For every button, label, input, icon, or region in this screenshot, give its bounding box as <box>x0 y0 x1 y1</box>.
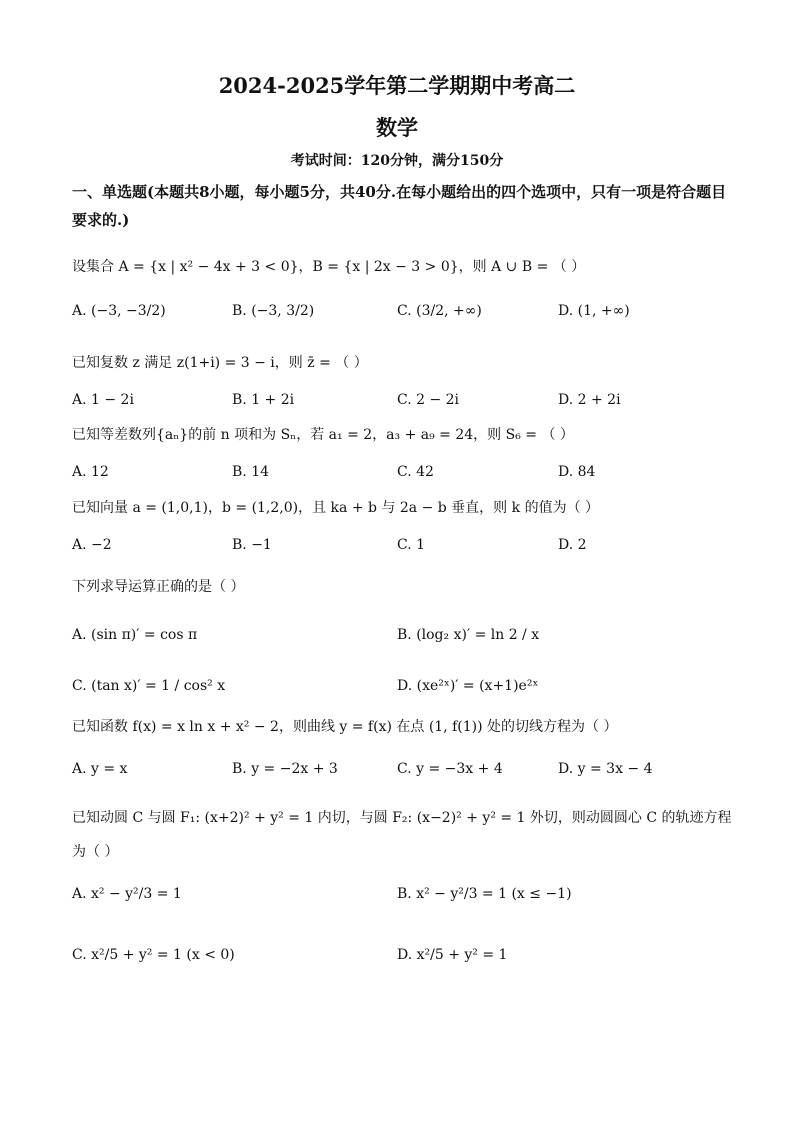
q4-option-d: D. 2 <box>558 537 587 553</box>
q7-option-c: C. x²/5 + y² = 1 (x < 0) <box>72 947 235 963</box>
q5-option-d: D. (xe²ˣ)′ = (x+1)e²ˣ <box>397 678 539 694</box>
question-3: 已知等差数列{aₙ}的前 n 项和为 Sₙ，若 a₁ = 2，a₃ + a₉ = 24，则 S₆ = （ ） <box>72 427 574 443</box>
q4-option-b: B. −1 <box>232 537 272 553</box>
q5-option-a: A. (sin π)′ = cos π <box>72 627 198 643</box>
q4-option-a: A. −2 <box>72 537 112 553</box>
q7-option-b: B. x² − y²/3 = 1 (x ≤ −1) <box>397 886 572 902</box>
q1-option-c: C. (3/2, +∞) <box>397 303 482 319</box>
q4-option-c: C. 1 <box>397 537 426 553</box>
q2-option-b: B. 1 + 2i <box>232 392 295 408</box>
question-6: 已知函数 f(x) = x ln x + x² − 2，则曲线 y = f(x) 在点 (1, f(1)) 处的切线方程为（ ） <box>72 719 618 735</box>
q1-option-b: B. (−3, 3/2) <box>232 303 315 319</box>
exam-info: 考试时间：120分钟，满分150分 <box>290 153 504 169</box>
q6-option-b: B. y = −2x + 3 <box>232 761 338 777</box>
q3-option-c: C. 42 <box>397 464 434 480</box>
question-4: 已知向量 a = (1,0,1)，b = (1,2,0)，且 ka + b 与 2a − b 垂直，则 k 的值为（ ） <box>72 500 600 516</box>
q7-option-a: A. x² − y²/3 = 1 <box>72 886 182 902</box>
q6-option-a: A. y = x <box>72 761 128 777</box>
q6-option-d: D. y = 3x − 4 <box>558 761 653 777</box>
section-heading: 一、单选题(本题共8小题，每小题5分，共40分.在每小题给出的四个选项中，只有一项是符合题目要求的.) <box>72 183 727 229</box>
q3-option-b: B. 14 <box>232 464 270 480</box>
q7-option-d: D. x²/5 + y² = 1 <box>397 947 508 963</box>
question-7: 已知动圆 C 与圆 F₁: (x+2)² + y² = 1 内切，与圆 F₂: (x−2)² + y² = 1 外切，则动圆圆心 C 的轨迹方程为（ ） <box>72 810 732 860</box>
question-1: 设集合 A = {x | x² − 4x + 3 < 0}，B = {x | 2x − 3 > 0}，则 A ∪ B = （ ） <box>72 259 586 275</box>
q1-option-a: A. (−3, −3/2) <box>72 303 166 319</box>
exam-title: 2024-2025学年第二学期期中考高二 <box>218 73 576 98</box>
question-5: 下列求导运算正确的是（ ） <box>72 579 245 595</box>
subject-title: 数学 <box>376 115 418 140</box>
q5-option-c: C. (tan x)′ = 1 / cos² x <box>72 678 226 694</box>
q2-option-d: D. 2 + 2i <box>558 392 621 408</box>
q5-option-b: B. (log₂ x)′ = ln 2 / x <box>397 627 540 643</box>
q2-option-c: C. 2 − 2i <box>397 392 460 408</box>
q6-option-c: C. y = −3x + 4 <box>397 761 503 777</box>
q3-option-d: D. 84 <box>558 464 596 480</box>
q3-option-a: A. 12 <box>72 464 109 480</box>
q1-option-d: D. (1, +∞) <box>558 303 630 319</box>
q2-option-a: A. 1 − 2i <box>72 392 134 408</box>
question-2: 已知复数 z 满足 z(1+i) = 3 − i，则 z̄ = （ ） <box>72 355 368 371</box>
